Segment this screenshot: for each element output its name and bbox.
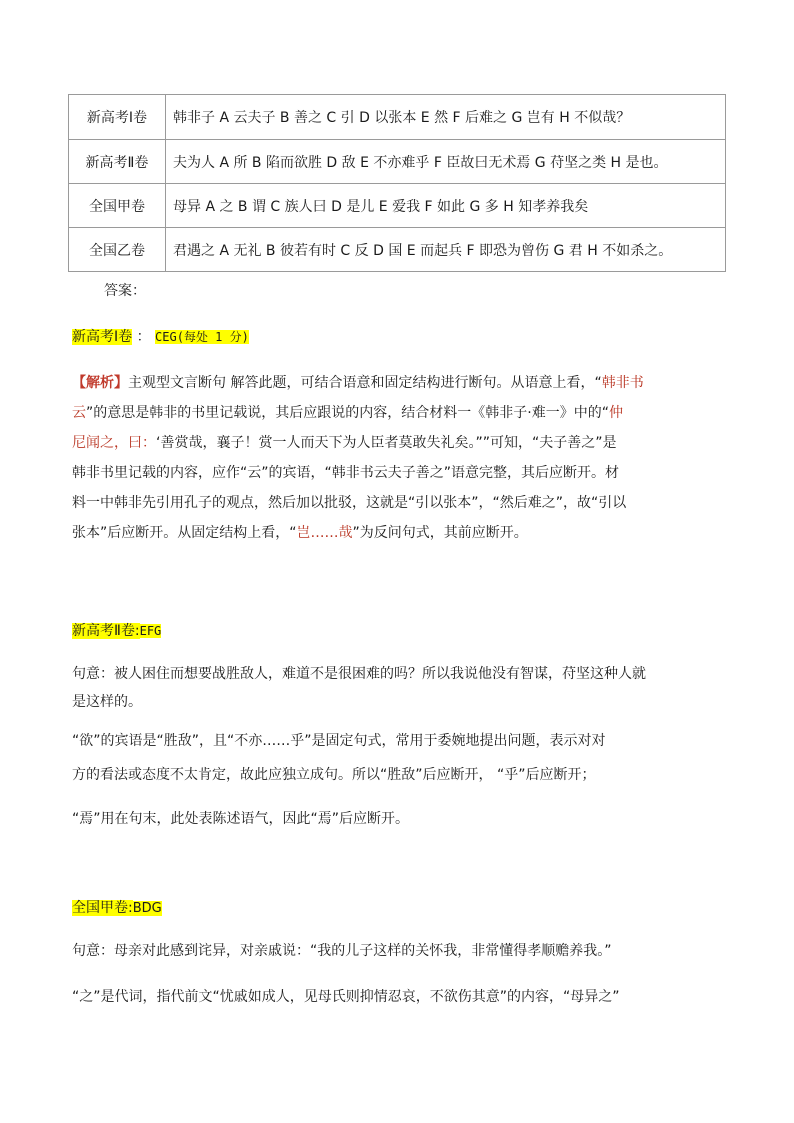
text-span: ”可知，“夫子善之”是 (482, 435, 617, 451)
text-span: ”为反问句式，其前应断开。 (352, 525, 528, 541)
text-line (72, 398, 722, 428)
analysis-bracket: 【解析】 (72, 375, 128, 391)
text-span: 主观型文言断句 解答此题，可结合语意和固定结构进行断句。从语意上看，“ (128, 375, 602, 391)
section3-heading: 全国甲卷: (72, 900, 133, 916)
section2-heading-line (72, 616, 722, 646)
highlight-text: 尼闻之，曰： (72, 435, 156, 451)
exam-name-cell: 新高考Ⅰ卷 (69, 95, 166, 140)
sentence-cell: 君遇之 A 无礼 B 彼若有时 C 反 D 国 E 而起兵 F 即恐为曾伤 G 君 H 不如杀之。 (166, 228, 726, 272)
section2-body (72, 660, 722, 716)
section1-sep: ： (136, 329, 151, 345)
text-line (72, 428, 722, 458)
exam-name-cell: 新高考Ⅱ卷 (69, 140, 166, 184)
text-span: ‘善赏哉，襄子！赏一人而天下为人臣者莫敢失礼矣。” (156, 435, 483, 451)
section3-body (72, 936, 722, 1012)
table-row (69, 140, 726, 184)
section1-analysis (72, 368, 722, 548)
text-line: 句意：母亲对此感到诧异，对亲戚说：“我的儿子这样的关怀我，非常懂得孝顺赡养我。” (72, 943, 612, 959)
section2-heading: 新高考Ⅱ卷: (72, 623, 140, 639)
table-row (69, 184, 726, 228)
sentence-cell: 夫为人 A 所 B 陷而欲胜 D 敌 E 不亦难乎 F 臣故曰无术焉 G 苻坚之类 H 是也。 (166, 140, 726, 184)
section3-heading-line (72, 893, 722, 924)
exam-name-cell: 全国乙卷 (69, 228, 166, 272)
exam-name-cell: 全国甲卷 (69, 184, 166, 228)
section1-heading-line (72, 322, 722, 352)
text-line: “焉”用在句末，此处表陈述语气，因此“焉”后应断开。 (72, 811, 410, 827)
text-line: “之”是代词，指代前文“忧戚如成人，见母氏则抑情忍哀，不欲伤其意”的内容，“母异之” (72, 989, 620, 1005)
section2-answer: EFG (139, 624, 162, 638)
text-line: 句意：被人困住而想要战胜敌人，难道不是很困难的吗？所以我说他没有智谋，苻坚这种人就 (72, 666, 646, 682)
question-table (68, 94, 726, 272)
highlight-text: 韩非书 (601, 375, 644, 391)
highlight-text: 云 (72, 405, 86, 421)
text-line: “欲”的宾语是“胜敌”，且“不亦……乎”是固定句式，常用于委婉地提出问题，表示对对 (72, 733, 606, 749)
text-line: 是这样的。 (72, 694, 142, 710)
text-line: 料一中韩非先引用孔子的观点，然后加以批驳，这就是“引以张本”，“然后难之”，故“引以 (72, 495, 627, 511)
text-span: 张本”后应断开。从固定结构上看，“ (72, 525, 297, 541)
text-span: ”的意思是韩非的书里记载说，其后应跟说的内容，结合材料一《韩非子·难一》中的“ (86, 405, 609, 421)
answer-label: 答案： (104, 283, 146, 299)
text-line: 方的看法或态度不太肯定，故此应独立成句。所以“胜敌”后应断开， “乎”后应断开； (72, 767, 596, 783)
text-line: 韩非书里记载的内容，应作“云”的宾语，“韩非书云夫子善之”语意完整，其后应断开。材 (72, 465, 620, 481)
section3-answer: BDG (132, 901, 162, 916)
table-row (69, 95, 726, 140)
highlight-text: 岂……哉 (296, 525, 353, 541)
text-line (72, 518, 722, 548)
sentence-cell: 母异 A 之 B 谓 C 族人曰 D 是儿 E 爱我 F 如此 G 多 H 知孝养我矣 (166, 184, 726, 228)
highlight-text: 仲 (608, 405, 623, 421)
section1-answer: CEG(每处 1 分) (155, 330, 249, 344)
sentence-cell: 韩非子 A 云夫子 B 善之 C 引 D 以张本 E 然 F 后难之 G 岂有 H 不似哉？ (166, 95, 726, 140)
section1-heading: 新高考Ⅰ卷 (72, 329, 133, 345)
section2-body-2 (72, 724, 722, 836)
text-line (72, 368, 722, 398)
table-row (69, 228, 726, 272)
